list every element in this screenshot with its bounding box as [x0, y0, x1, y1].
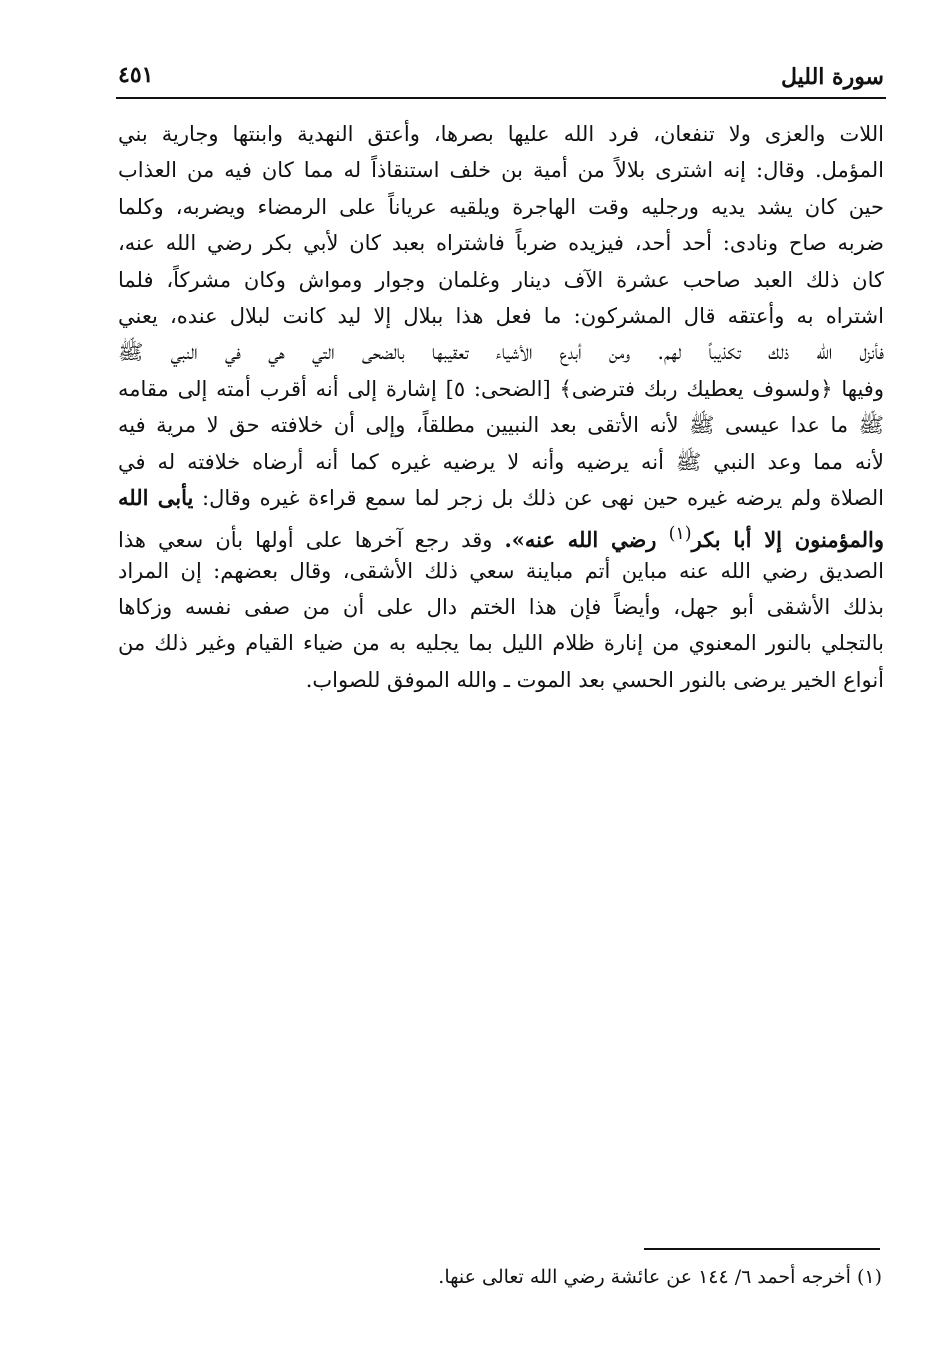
surah-title: سورة الليل	[780, 64, 884, 90]
body-line: أنواع الخير يرضى بالنور الحسي بعد الموت ـ والله الموفق للصواب.	[305, 667, 884, 692]
body-line-text: وقد رجع آخرها على أولها بأن سعي هذا	[118, 528, 493, 553]
body-line: ﷺ ما عدا عيسى ﷺ لأنه الأتقى بعد النبيين مطلقاً، وإلى أن خلافته حق لا مرية فيه	[118, 413, 884, 438]
body-line: اشتراه به وأعتقه قال المشركون: ما فعل هذا ببلال إلا ليد كانت لبلال عنده، يعني	[118, 303, 884, 328]
running-header	[118, 62, 884, 92]
footnote-divider	[644, 1248, 880, 1250]
body-line: وفيها ﴿ولسوف يعطيك ربك فترضى﴾ [الضحى: ٥] إشارة إلى أنه أقرب أمته إلى مقامه	[118, 376, 884, 401]
body-line: اللات والعزى ولا تنفعان، فرد الله عليها بصرها، وأعتق النهدية وابنتها وجارية بني	[118, 122, 884, 146]
body-line: فأنزل الله ذلك تكذيباً لهم. ومن أبدع الأشياء تعقيبها بالضحى التي هي في النبي ﷺ	[118, 340, 884, 365]
body-line	[118, 516, 884, 552]
hadith-quote: والمؤمنون إلا أبا بكر	[691, 527, 884, 553]
footnote-reference[interactable]: (١)	[668, 524, 692, 545]
body-line: بالتجلي بالنور المعنوي من إنارة ظلام الليل بما يجليه به من ضياء القيام وغير ذلك من	[118, 631, 884, 656]
footnote-marker: (١)	[856, 1266, 882, 1288]
body-line	[118, 480, 884, 516]
body-line: الصديق رضي الله عنه مباين أتم مباينة سعي ذلك الأشقى، وقال بعضهم: إن المراد	[118, 558, 884, 583]
body-line: كان ذلك العبد صاحب عشرة الآف دينار وغلمان وجوار ومواش وكان مشركاً، فلما	[118, 267, 884, 292]
body-line-text: الصلاة ولم يرضه غيره حين نهى عن ذلك بل زجر لما سمع قراءة غيره وقال:	[202, 485, 884, 510]
page-number: ٤٥١	[118, 62, 154, 88]
body-line: ضربه صاح ونادى: أحد أحد، فيزيده ضرباً فاشتراه بعبد كان لأبي بكر رضي الله عنه،	[118, 231, 884, 256]
body-line: حين كان يشد يديه ورجليه وقت الهاجرة ويلقيه عرياناً على الرمضاء ويضربه، وكلما	[118, 194, 884, 219]
body-text	[118, 116, 884, 698]
footnote-text: أخرجه أحمد ٦/ ١٤٤ عن عائشة رضي الله تعالى عنها.	[438, 1266, 851, 1288]
footnote	[300, 1262, 882, 1292]
header-divider	[116, 97, 886, 99]
hadith-quote: يأبى الله	[118, 484, 194, 510]
hadith-quote: رضي الله عنه».	[504, 527, 657, 553]
body-line: لأنه مما وعد النبي ﷺ أنه يرضيه وأنه لا يرضيه غيره كما أنه أرضاه خلافته له في	[118, 449, 884, 474]
body-line: بذلك الأشقى أبو جهل، وأيضاً فإن هذا الختم دال على أن من صفى نفسه وزكاها	[118, 595, 884, 620]
body-line: المؤمل. وقال: إنه اشترى بلالاً من أمية بن خلف استنقاذاً له مما كان فيه من العذاب	[118, 158, 884, 183]
